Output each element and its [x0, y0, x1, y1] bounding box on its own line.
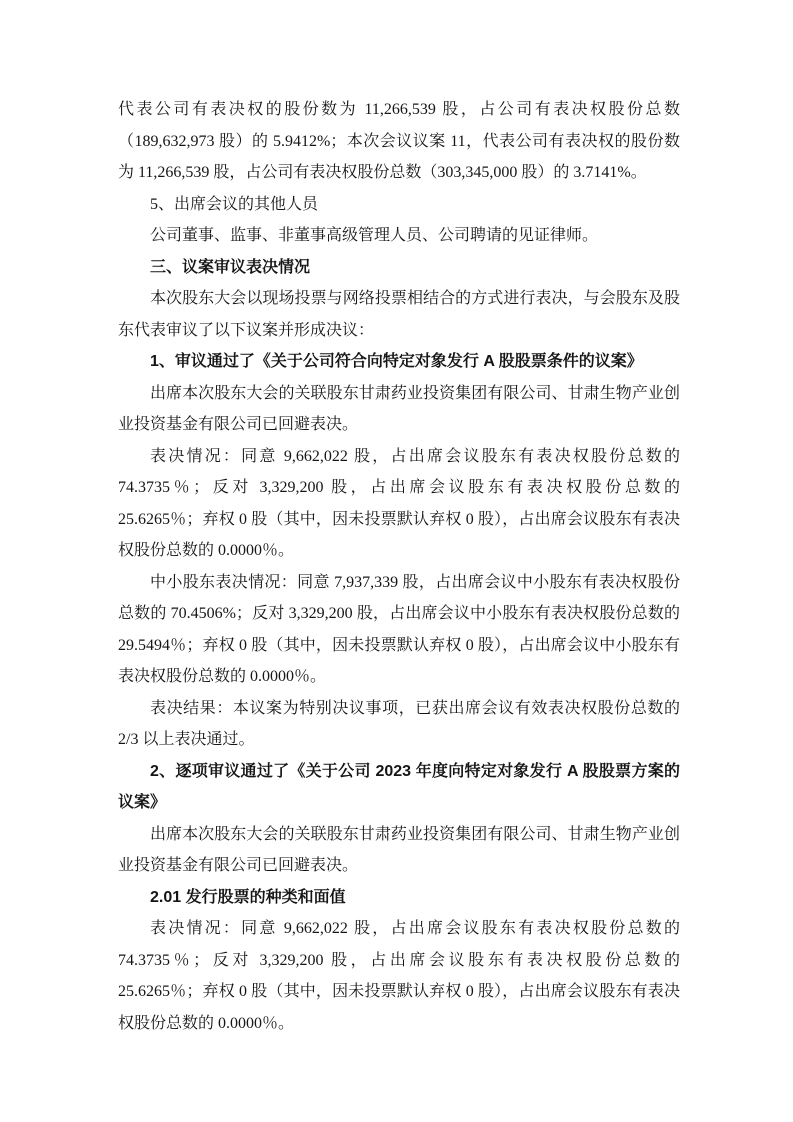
proposal1-heading: 1、审议通过了《关于公司符合向特定对象发行 A 股股票条件的议案》	[150, 353, 643, 370]
proposal1-vote-result: 表决情况：同意 9,662,022 股，占出席会议股东有表决权股份总数的 74.3735％；反对 3,329,200 股，占出席会议股东有表决权股份总数的 25.6265％；弃权 0 股（其中，因未投票默认弃权 0 股），占出席会议股东有表决权股份总数的 0.0000％。	[118, 447, 680, 559]
document-body	[118, 94, 680, 1039]
proposal1-minority-vote: 中小股东表决情况：同意 7,937,339 股，占出席会议中小股东有表决权股份总数的 70.4506%；反对 3,329,200 股，占出席会议中小股东有表决权股份总数的 29.5494％；弃权 0 股（其中，因未投票默认弃权 0 股），占出席会议中小股东有表决权股份总数的 0.0000％。	[118, 573, 680, 685]
proposal2-item-2-01-heading: 2.01 发行股票的种类和面值	[150, 888, 346, 906]
proposal1-recusal: 出席本次股东大会的关联股东甘肃药业投资集团有限公司、甘肃生物产业创业投资基金有限公司已回避表决。	[118, 384, 680, 433]
proposal1-outcome: 表决结果：本议案为特别决议事项，已获出席会议有效表决权股份总数的 2/3 以上表决通过。	[118, 699, 680, 748]
proposal2-item-2-01-vote-result: 表决情况：同意 9,662,022 股，占出席会议股东有表决权股份总数的 74.3735％；反对 3,329,200 股，占出席会议股东有表决权股份总数的 25.6265％；弃权 0 股（其中，因未投票默认弃权 0 股），占出席会议股东有表决权股份总数的 0.0000％。	[118, 920, 680, 1032]
section3-heading: 三、议案审议表决情况	[150, 258, 311, 276]
attendees-heading: 5、出席会议的其他人员	[150, 195, 319, 213]
section3-intro: 本次股东大会以现场投票与网络投票相结合的方式进行表决，与会股东及股东代表审议了以下议案并形成决议：	[118, 290, 680, 339]
proposal2-recusal: 出席本次股东大会的关联股东甘肃药业投资集团有限公司、甘肃生物产业创业投资基金有限公司已回避表决。	[118, 825, 680, 874]
proposal2-heading: 2、逐项审议通过了《关于公司 2023 年度向特定对象发行 A 股股票方案的议案》	[118, 762, 680, 811]
attendees-body: 公司董事、监事、非董事高级管理人员、公司聘请的见证律师。	[150, 227, 599, 244]
continuation-paragraph: 代表公司有表决权的股份数为 11,266,539 股，占公司有表决权股份总数（189,632,973 股）的 5.9412%；本次会议议案 11，代表公司有表决权的股份数为 11,266,539 股，占公司有表决权股份总数（303,345,000 股）的 3.7141%。	[118, 101, 680, 181]
